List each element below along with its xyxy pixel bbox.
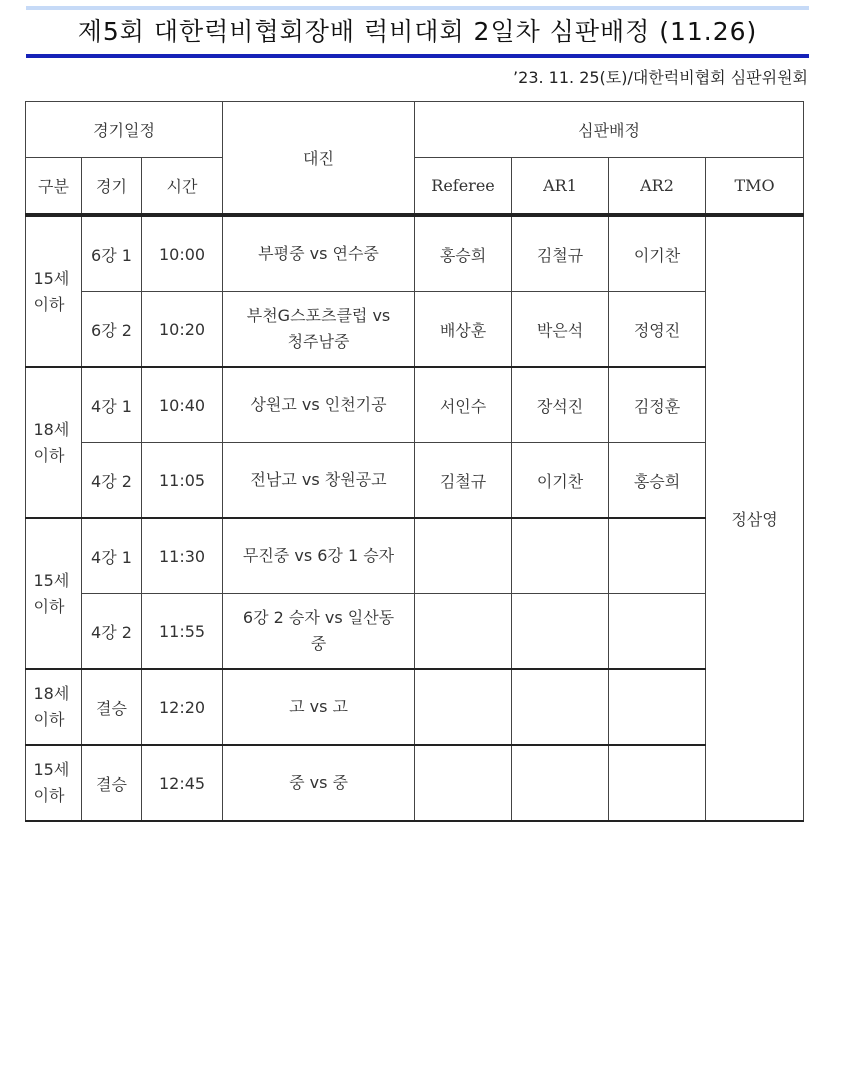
col-game: 경기 [82,158,142,216]
table-row [26,292,804,368]
tmo-cell: 정삼영 [706,215,804,821]
ar2-cell [609,594,706,670]
col-time: 시간 [142,158,223,216]
table-row [26,745,804,821]
division-cell: 18세 이하 [26,669,82,745]
ar2-cell: 홍승희 [609,443,706,519]
referee-cell: 홍승희 [415,215,512,292]
referee-cell [415,594,512,670]
game-cell: 6강 1 [82,215,142,292]
game-cell: 4강 2 [82,443,142,519]
matchup-header: 대진 [223,102,415,216]
match-cell: 부천G스포츠클럽 vs 청주남중 [223,292,415,368]
ar2-cell: 정영진 [609,292,706,368]
col-tmo: TMO [706,158,804,216]
col-ar1: AR1 [512,158,609,216]
ar2-cell [609,669,706,745]
match-cell: 고 vs 고 [223,669,415,745]
game-cell: 4강 2 [82,594,142,670]
referee-cell: 배상훈 [415,292,512,368]
table-row [26,367,804,443]
title-top-rule [26,6,809,10]
referee-cell [415,669,512,745]
division-cell: 15세 이하 [26,518,82,669]
match-cell: 부평중 vs 연수중 [223,215,415,292]
game-cell: 결승 [82,669,142,745]
time-cell: 10:40 [142,367,223,443]
time-cell: 10:20 [142,292,223,368]
ar2-cell [609,745,706,821]
referee-cell: 김철규 [415,443,512,519]
ar1-cell [512,594,609,670]
game-cell: 4강 1 [82,518,142,594]
col-referee: Referee [415,158,512,216]
table-row [26,594,804,670]
issue-date-line: ’23. 11. 25(토)/대한럭비협회 심판위원회 [513,68,808,87]
division-cell: 15세 이하 [26,745,82,821]
schedule-header: 경기일정 [26,102,223,158]
ar2-cell: 이기찬 [609,215,706,292]
referee-cell: 서인수 [415,367,512,443]
table-row [26,669,804,745]
time-cell: 12:20 [142,669,223,745]
ar2-cell: 김정훈 [609,367,706,443]
title-bottom-rule [26,54,809,58]
time-cell: 11:55 [142,594,223,670]
ar1-cell: 장석진 [512,367,609,443]
time-cell: 11:05 [142,443,223,519]
ar1-cell: 이기찬 [512,443,609,519]
referee-cell [415,745,512,821]
col-ar2: AR2 [609,158,706,216]
game-cell: 결승 [82,745,142,821]
referee-assignment-header: 심판배정 [415,102,804,158]
division-cell: 15세 이하 [26,215,82,367]
table-row [26,443,804,519]
game-cell: 4강 1 [82,367,142,443]
ar1-cell: 김철규 [512,215,609,292]
col-division: 구분 [26,158,82,216]
match-cell: 상원고 vs 인천기공 [223,367,415,443]
ar1-cell [512,669,609,745]
ar1-cell [512,745,609,821]
time-cell: 10:00 [142,215,223,292]
referee-cell [415,518,512,594]
match-cell: 무진중 vs 6강 1 승자 [223,518,415,594]
page-title: 제5회 대한럭비협회장배 럭비대회 2일차 심판배정 (11.26) [77,17,758,46]
table-row [26,518,804,594]
time-cell: 12:45 [142,745,223,821]
ar1-cell: 박은석 [512,292,609,368]
match-cell: 6강 2 승자 vs 일산동중 [223,594,415,670]
referee-assignment-table [25,101,804,822]
division-cell: 18세 이하 [26,367,82,518]
ar1-cell [512,518,609,594]
table-row [26,215,804,292]
time-cell: 11:30 [142,518,223,594]
match-cell: 전남고 vs 창원공고 [223,443,415,519]
ar2-cell [609,518,706,594]
match-cell: 중 vs 중 [223,745,415,821]
game-cell: 6강 2 [82,292,142,368]
